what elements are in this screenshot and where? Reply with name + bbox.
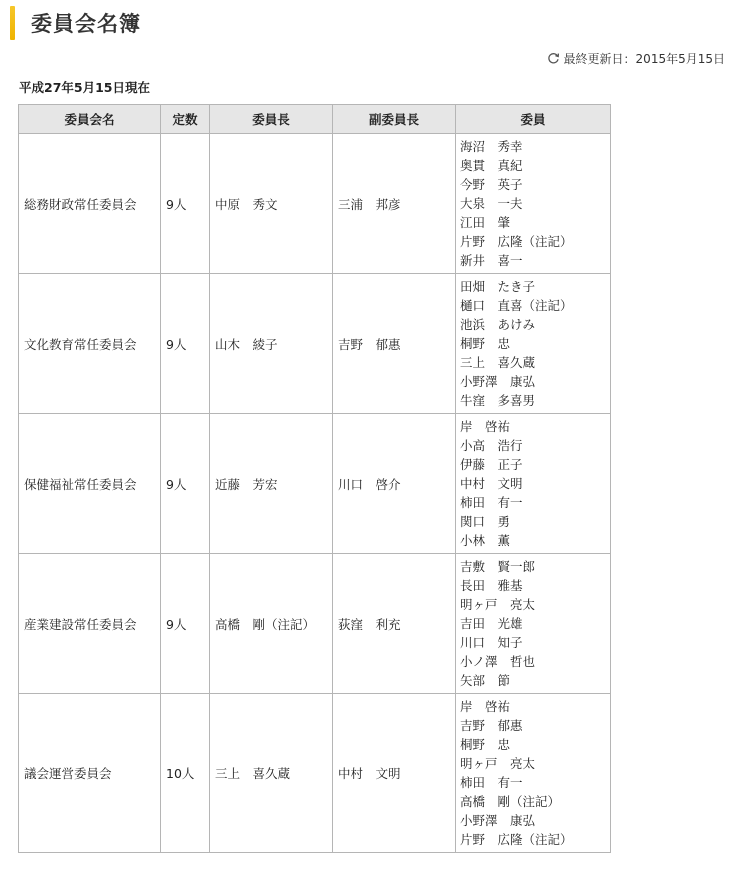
page-heading [10,6,141,40]
chair-cell: 高橋 剛（注記） [210,554,333,694]
member-name: 小野澤 康弘 [460,813,536,828]
member-name: 新井 喜一 [460,253,523,268]
member-name: 明ヶ戸 亮太 [460,756,536,771]
member-name: 大泉 一夫 [460,196,523,211]
member-name: 長田 雅基 [460,578,523,593]
members-cell [456,134,611,274]
as-of-date: 平成27年5月15日現在 [19,80,150,95]
table-row [19,134,611,274]
committee-name-cell: 議会運営委員会 [19,694,161,853]
committee-name-cell: 総務財政常任委員会 [19,134,161,274]
reload-icon [547,52,560,65]
committee-name-cell: 保健福祉常任委員会 [19,414,161,554]
committee-name-cell: 文化教育常任委員会 [19,274,161,414]
member-name: 岸 啓祐 [460,419,511,434]
member-name: 片野 広隆（注記） [460,832,573,847]
member-name: 小ノ澤 哲也 [460,654,536,669]
member-name: 吉野 郁惠 [460,718,523,733]
chair-cell: 中原 秀文 [210,134,333,274]
header-quota: 定数 [161,105,210,134]
chair-cell: 山木 綾子 [210,274,333,414]
member-name: 桐野 忠 [460,737,511,752]
member-name: 今野 英子 [460,177,523,192]
members-cell [456,414,611,554]
vice-chair-cell: 荻窪 利充 [333,554,456,694]
header-committee-name: 委員会名 [19,105,161,134]
member-name: 中村 文明 [460,476,523,491]
member-name: 柿田 有一 [460,775,523,790]
member-name: 小野澤 康弘 [460,374,536,389]
quota-cell: 9人 [161,134,210,274]
member-name: 関口 勇 [460,514,511,529]
member-name: 川口 知子 [460,635,523,650]
member-name: 池浜 あけみ [460,317,536,332]
quota-cell: 10人 [161,694,210,853]
member-name: 岸 啓祐 [460,699,511,714]
member-name: 海沼 秀幸 [460,139,523,154]
member-name: 吉敷 賢一郎 [460,559,536,574]
header-members: 委員 [456,105,611,134]
member-name: 田畑 たき子 [460,279,536,294]
member-name: 樋口 直喜（注記） [460,298,573,313]
last-updated-text: 最終更新日：2015年5月15日 [563,52,725,66]
chair-cell: 近藤 芳宏 [210,414,333,554]
vice-chair-cell: 吉野 郁惠 [333,274,456,414]
committee-name-cell: 産業建設常任委員会 [19,554,161,694]
member-name: 柿田 有一 [460,495,523,510]
member-name: 江田 肇 [460,215,511,230]
header-vice-chair: 副委員長 [333,105,456,134]
last-updated [547,50,725,67]
header-chair: 委員長 [210,105,333,134]
member-name: 吉田 光雄 [460,616,523,631]
chair-cell: 三上 喜久蔵 [210,694,333,853]
member-name: 奥貫 真紀 [460,158,523,173]
heading-accent-bar [10,6,15,40]
member-name: 桐野 忠 [460,336,511,351]
member-name: 小林 薫 [460,533,511,548]
page-title: 委員会名簿 [31,12,141,36]
member-name: 伊藤 正子 [460,457,523,472]
member-name: 矢部 節 [460,673,511,688]
member-name: 牛窪 多喜男 [460,393,536,408]
table-body [19,134,611,853]
table-row [19,274,611,414]
members-cell [456,554,611,694]
vice-chair-cell: 川口 啓介 [333,414,456,554]
table-row [19,414,611,554]
quota-cell: 9人 [161,414,210,554]
quota-cell: 9人 [161,274,210,414]
committee-roster-table [18,104,611,853]
members-cell [456,274,611,414]
member-name: 小高 浩行 [460,438,523,453]
table-row [19,554,611,694]
table-header-row [19,105,611,134]
quota-cell: 9人 [161,554,210,694]
vice-chair-cell: 中村 文明 [333,694,456,853]
table-row [19,694,611,853]
member-name: 三上 喜久蔵 [460,355,536,370]
members-cell [456,694,611,853]
vice-chair-cell: 三浦 邦彦 [333,134,456,274]
member-name: 明ヶ戸 亮太 [460,597,536,612]
member-name: 高橋 剛（注記） [460,794,561,809]
member-name: 片野 広隆（注記） [460,234,573,249]
